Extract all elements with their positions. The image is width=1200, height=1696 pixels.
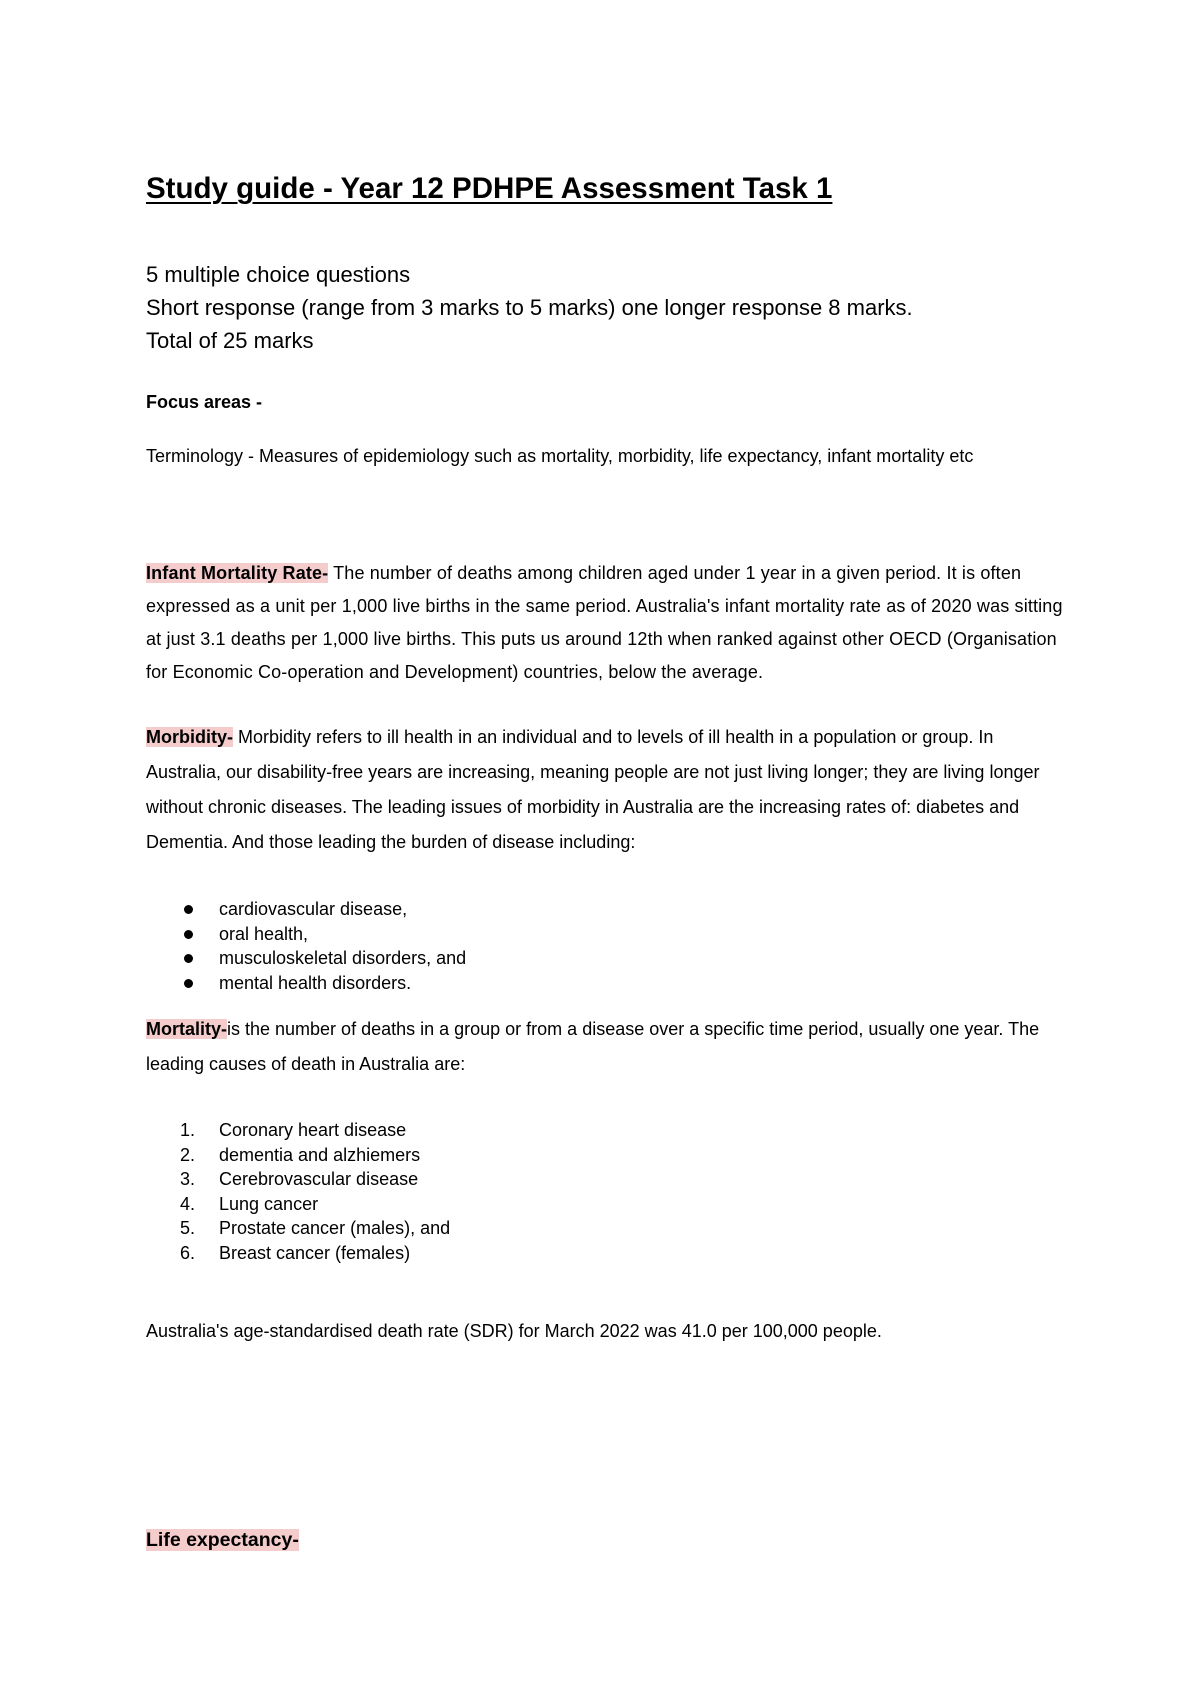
bullet-icon [184,979,193,988]
burden-of-disease-list [146,897,1066,995]
life-expectancy-term: Life expectancy- [146,1529,299,1551]
morbidity-definition: Morbidity refers to ill health in an individual and to levels of ill health in a population or group. In Australia, our disability-free years are increasing, meaning people are not just living longer; they are living longer without chronic diseases. The leading issues of morbidity in Australia are the increasing rates of: diabetes and Dementia. And those leading the burden of disease including: [146,727,1040,852]
list-number: 6. [180,1242,196,1263]
list-item: 6. Breast cancer (females) [146,1241,1066,1266]
list-item: cardiovascular disease, [146,897,1066,922]
list-number: 3. [180,1169,196,1189]
assessment-overview [146,258,1066,357]
list-item: 4. Lung cancer [146,1192,1066,1217]
morbidity-term: Morbidity- [146,727,233,747]
overview-line-total-marks: Total of 25 marks [146,328,314,353]
death-rate-statement: Australia's age-standardised death rate (SDR) for March 2022 was 41.0 per 100,000 people. [146,1321,882,1341]
list-item: 5. Prostate cancer (males), and [146,1216,1066,1241]
causes-of-death-list [146,1118,1066,1265]
list-item: mental health disorders. [146,971,1066,996]
mortality-definition: is the number of deaths in a group or from a disease over a specific time period, usually one year. The leading causes of death in Australia are: [146,1019,1040,1074]
list-item: musculoskeletal disorders, and [146,946,1066,971]
bullet-icon [184,954,193,963]
list-item: 1. Coronary heart disease [146,1118,1066,1143]
page-title: Study guide - Year 12 PDHPE Assessment Task 1 [146,172,833,205]
infant-mortality-paragraph [146,557,1066,689]
focus-areas-heading: Focus areas - [146,392,263,412]
terminology-paragraph: Terminology - Measures of epidemiology such as mortality, morbidity, life expectancy, infant mortality etc [146,446,974,466]
infant-mortality-term: Infant Mortality Rate- [146,563,329,583]
mortality-paragraph [146,1012,1066,1082]
list-item: 3. Cerebrovascular disease [146,1167,1066,1192]
morbidity-paragraph [146,720,1066,860]
bullet-icon [184,905,193,914]
list-item: oral health, [146,922,1066,947]
list-number: 4. [180,1193,196,1214]
infant-mortality-definition: The number of deaths among children aged under 1 year in a given period. It is often expressed as a unit per 1,000 live births in the same period. Australia's infant mortality rate as of 2020 was sitting at just 3.1 deaths per 1,000 live births. This puts us around 12th when ranked against other OECD (Organisation for Economic Co-operation and Development) countries, below the average. [146,563,1063,682]
bullet-icon [184,930,193,939]
list-number: 1. [180,1120,196,1140]
list-number: 2. [180,1144,196,1165]
life-expectancy-heading [146,1527,1066,1553]
overview-line-multiple-choice: 5 multiple choice questions [146,262,411,287]
mortality-term: Mortality- [146,1019,227,1039]
list-number: 5. [180,1218,196,1238]
overview-line-short-response: Short response (range from 3 marks to 5 marks) one longer response 8 marks. [146,295,913,320]
list-item: 2. dementia and alzhiemers [146,1143,1066,1168]
